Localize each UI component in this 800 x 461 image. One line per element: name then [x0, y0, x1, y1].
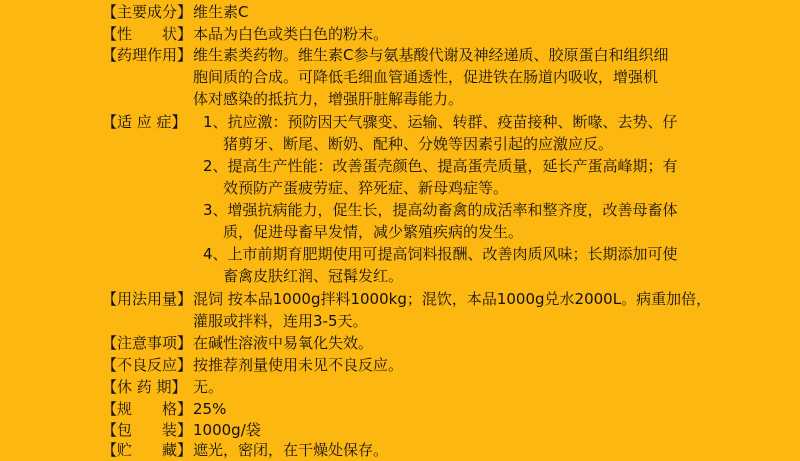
indication-1-line-2: 猪剪牙、断尾、断奶、配种、分娩等因素引起的应激应反。: [223, 135, 614, 153]
appearance-label: 【性 状】: [102, 25, 193, 43]
pharmacology-line-2: 胞间质的合成。可降低毛细血管通透性，促进铁在肠道内吸收，增强机: [193, 68, 659, 86]
storage-label: 【贮 藏】: [102, 441, 193, 459]
specification-value: 25%: [193, 400, 227, 418]
indication-2-line-2: 效预防产蛋疲劳症、猝死症、新母鸡症等。: [223, 179, 509, 197]
indication-3-line-1: 3、增强抗病能力，促生长，提高幼畜禽的成活率和整齐度，改善母畜体: [203, 201, 678, 219]
pharmacology-line-3: 体对感染的抵抗力，增强肝脏解毒能力。: [193, 90, 464, 108]
dosage-line-1: 混饲 按本品1000g拌料1000kg；混饮，本品1000g兑水2000L。病重加倍，: [193, 290, 712, 308]
composition-value: 维生素C: [193, 3, 249, 21]
adverse-reactions-value: 按推荐剂量使用未见不良反应。: [193, 356, 404, 374]
specification-label: 【规 格】: [102, 400, 193, 418]
appearance-value: 本品为白色或类白色的粉末。: [193, 25, 389, 43]
packaging-label: 【包 装】: [102, 421, 193, 439]
indication-1-line-1: 1、抗应激：预防因天气骤变、运输、转群、疫苗接种、断喙、去势、仔: [203, 113, 678, 131]
dosage-label: 【用法用量】: [102, 290, 193, 308]
pharmacology-line-1: 维生素类药物。维生素C参与氨基酸代谢及神经递质、胶原蛋白和组织细: [193, 46, 669, 64]
pharmacology-label: 【药理作用】: [102, 46, 193, 64]
withdrawal-period-label: 【休 药 期】: [102, 378, 187, 396]
dosage-line-2: 灌服或拌料，连用3-5天。: [193, 312, 368, 330]
indication-2-line-1: 2、提高生产性能：改善蛋壳颜色、提高蛋壳质量，延长产蛋高峰期；有: [203, 157, 678, 175]
adverse-reactions-label: 【不良反应】: [102, 356, 193, 374]
indication-4-line-1: 4、上市前期育肥期使用可提高饲料报酬、改善肉质风味；长期添加可使: [203, 245, 678, 263]
precautions-label: 【注意事项】: [102, 334, 193, 352]
indication-4-line-2: 畜禽皮肤红润、冠髯发红。: [223, 267, 404, 285]
packaging-value: 1000g/袋: [193, 421, 261, 439]
precautions-value: 在碱性溶液中易氧化失效。: [193, 334, 374, 352]
composition-label: 【主要成分】: [102, 3, 193, 21]
indications-label: 【适 应 症】: [102, 113, 187, 131]
storage-value: 遮光，密闭，在干燥处保存。: [193, 441, 389, 459]
withdrawal-period-value: 无。: [193, 378, 224, 396]
indication-3-line-2: 质，促进母畜早发情，减少繁殖疾病的发生。: [223, 223, 524, 241]
